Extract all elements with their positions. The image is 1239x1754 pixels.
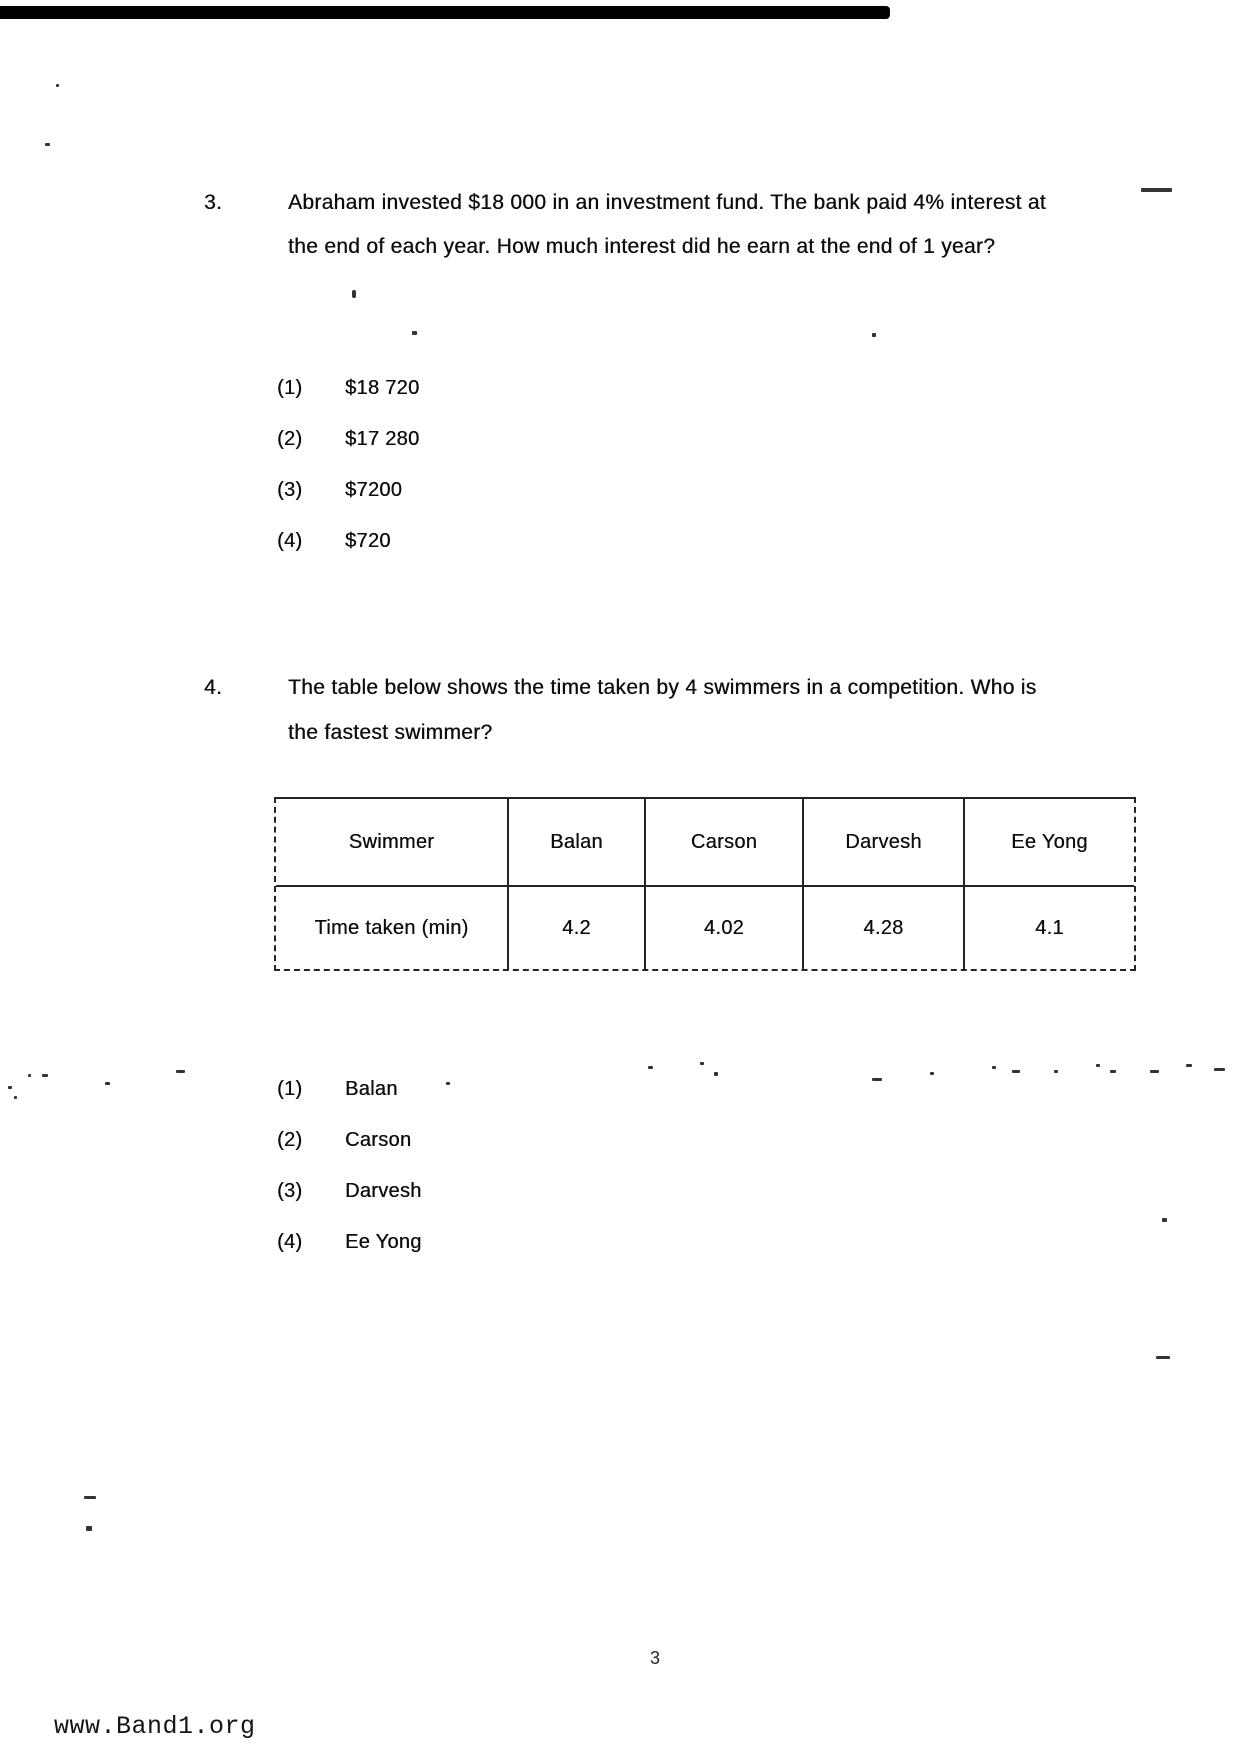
table-data-cell: 4.02 [646,887,804,969]
question-text-line: The table below shows the time taken by 4 swimmers in a competition. Who is [288,676,1037,699]
scan-noise-speck [14,1096,17,1099]
scan-noise-dash [84,1496,96,1499]
option-row [277,1231,422,1254]
scan-noise-speck [28,1074,31,1077]
option-value: $7200 [345,479,403,501]
option-row [277,377,419,400]
scan-noise-speck [992,1066,996,1069]
scan-noise-mark [352,290,356,298]
option-row [277,479,402,502]
scan-noise-speck [872,333,876,337]
option-label: (2) [277,1129,303,1151]
scan-noise-speck [45,143,50,146]
option-label: (2) [277,428,303,450]
scan-noise-dash [1156,1356,1170,1359]
scan-noise-dash [1150,1070,1159,1073]
table-header-cell: Darvesh [804,799,965,887]
table-data-cell: Time taken (min) [276,887,509,969]
option-label: (1) [277,377,303,399]
option-value: $720 [345,530,391,552]
option-row [277,530,391,553]
scan-noise-speck [105,1082,110,1085]
option-row [277,428,419,451]
option-value: Balan [345,1078,398,1100]
option-label: (4) [277,530,303,552]
scan-noise-speck [42,1074,48,1077]
page-number: 3 [650,1648,661,1668]
scan-noise-speck [714,1072,718,1076]
scan-noise-speck [86,1526,92,1531]
table-header-cell: Ee Yong [965,799,1134,887]
option-row [277,1180,422,1203]
scan-noise-dash [1214,1068,1225,1071]
scan-noise-speck [446,1082,450,1085]
table-data-cell: 4.2 [509,887,646,969]
option-row [277,1129,411,1152]
scan-noise-speck [1096,1064,1100,1067]
table-header-cell: Swimmer [276,799,509,887]
table-header-cell: Balan [509,799,646,887]
question-text-line: Abraham invested $18 000 in an investment fund. The bank paid 4% interest at [288,191,1046,214]
option-value: Carson [345,1129,412,1151]
scan-noise-speck [8,1086,12,1089]
scan-noise-speck [648,1066,653,1069]
question-text-line: the end of each year. How much interest did he earn at the end of 1 year? [288,235,996,258]
scan-black-bar [0,6,890,19]
option-value: $18 720 [345,377,420,399]
watermark-url: www.Band1.org [54,1712,256,1741]
scan-noise-dash [176,1070,185,1073]
scan-noise-speck [700,1062,704,1065]
table-data-cell: 4.28 [804,887,965,969]
scan-noise-speck [1162,1218,1167,1222]
scan-noise-speck [1110,1070,1116,1073]
scan-noise-dash [1012,1070,1020,1073]
scan-noise-speck [930,1072,934,1075]
scan-noise-speck [412,331,417,335]
question-text-line: the fastest swimmer? [288,721,493,744]
option-row [277,1078,398,1101]
question-number: 4. [204,676,223,699]
scan-noise-speck [56,84,59,87]
option-value: Ee Yong [345,1231,422,1253]
swimmers-table [274,797,1136,971]
option-value: Darvesh [345,1180,422,1202]
option-label: (4) [277,1231,303,1253]
scan-noise-speck [1186,1064,1192,1067]
table-header-cell: Carson [646,799,804,887]
option-label: (1) [277,1078,303,1100]
scan-noise-speck [1054,1070,1058,1073]
question-number: 3. [204,191,223,214]
option-label: (3) [277,479,303,501]
option-label: (3) [277,1180,303,1202]
scan-noise-dash [872,1078,882,1081]
table-data-cell: 4.1 [1035,916,1064,939]
option-value: $17 280 [345,428,420,450]
